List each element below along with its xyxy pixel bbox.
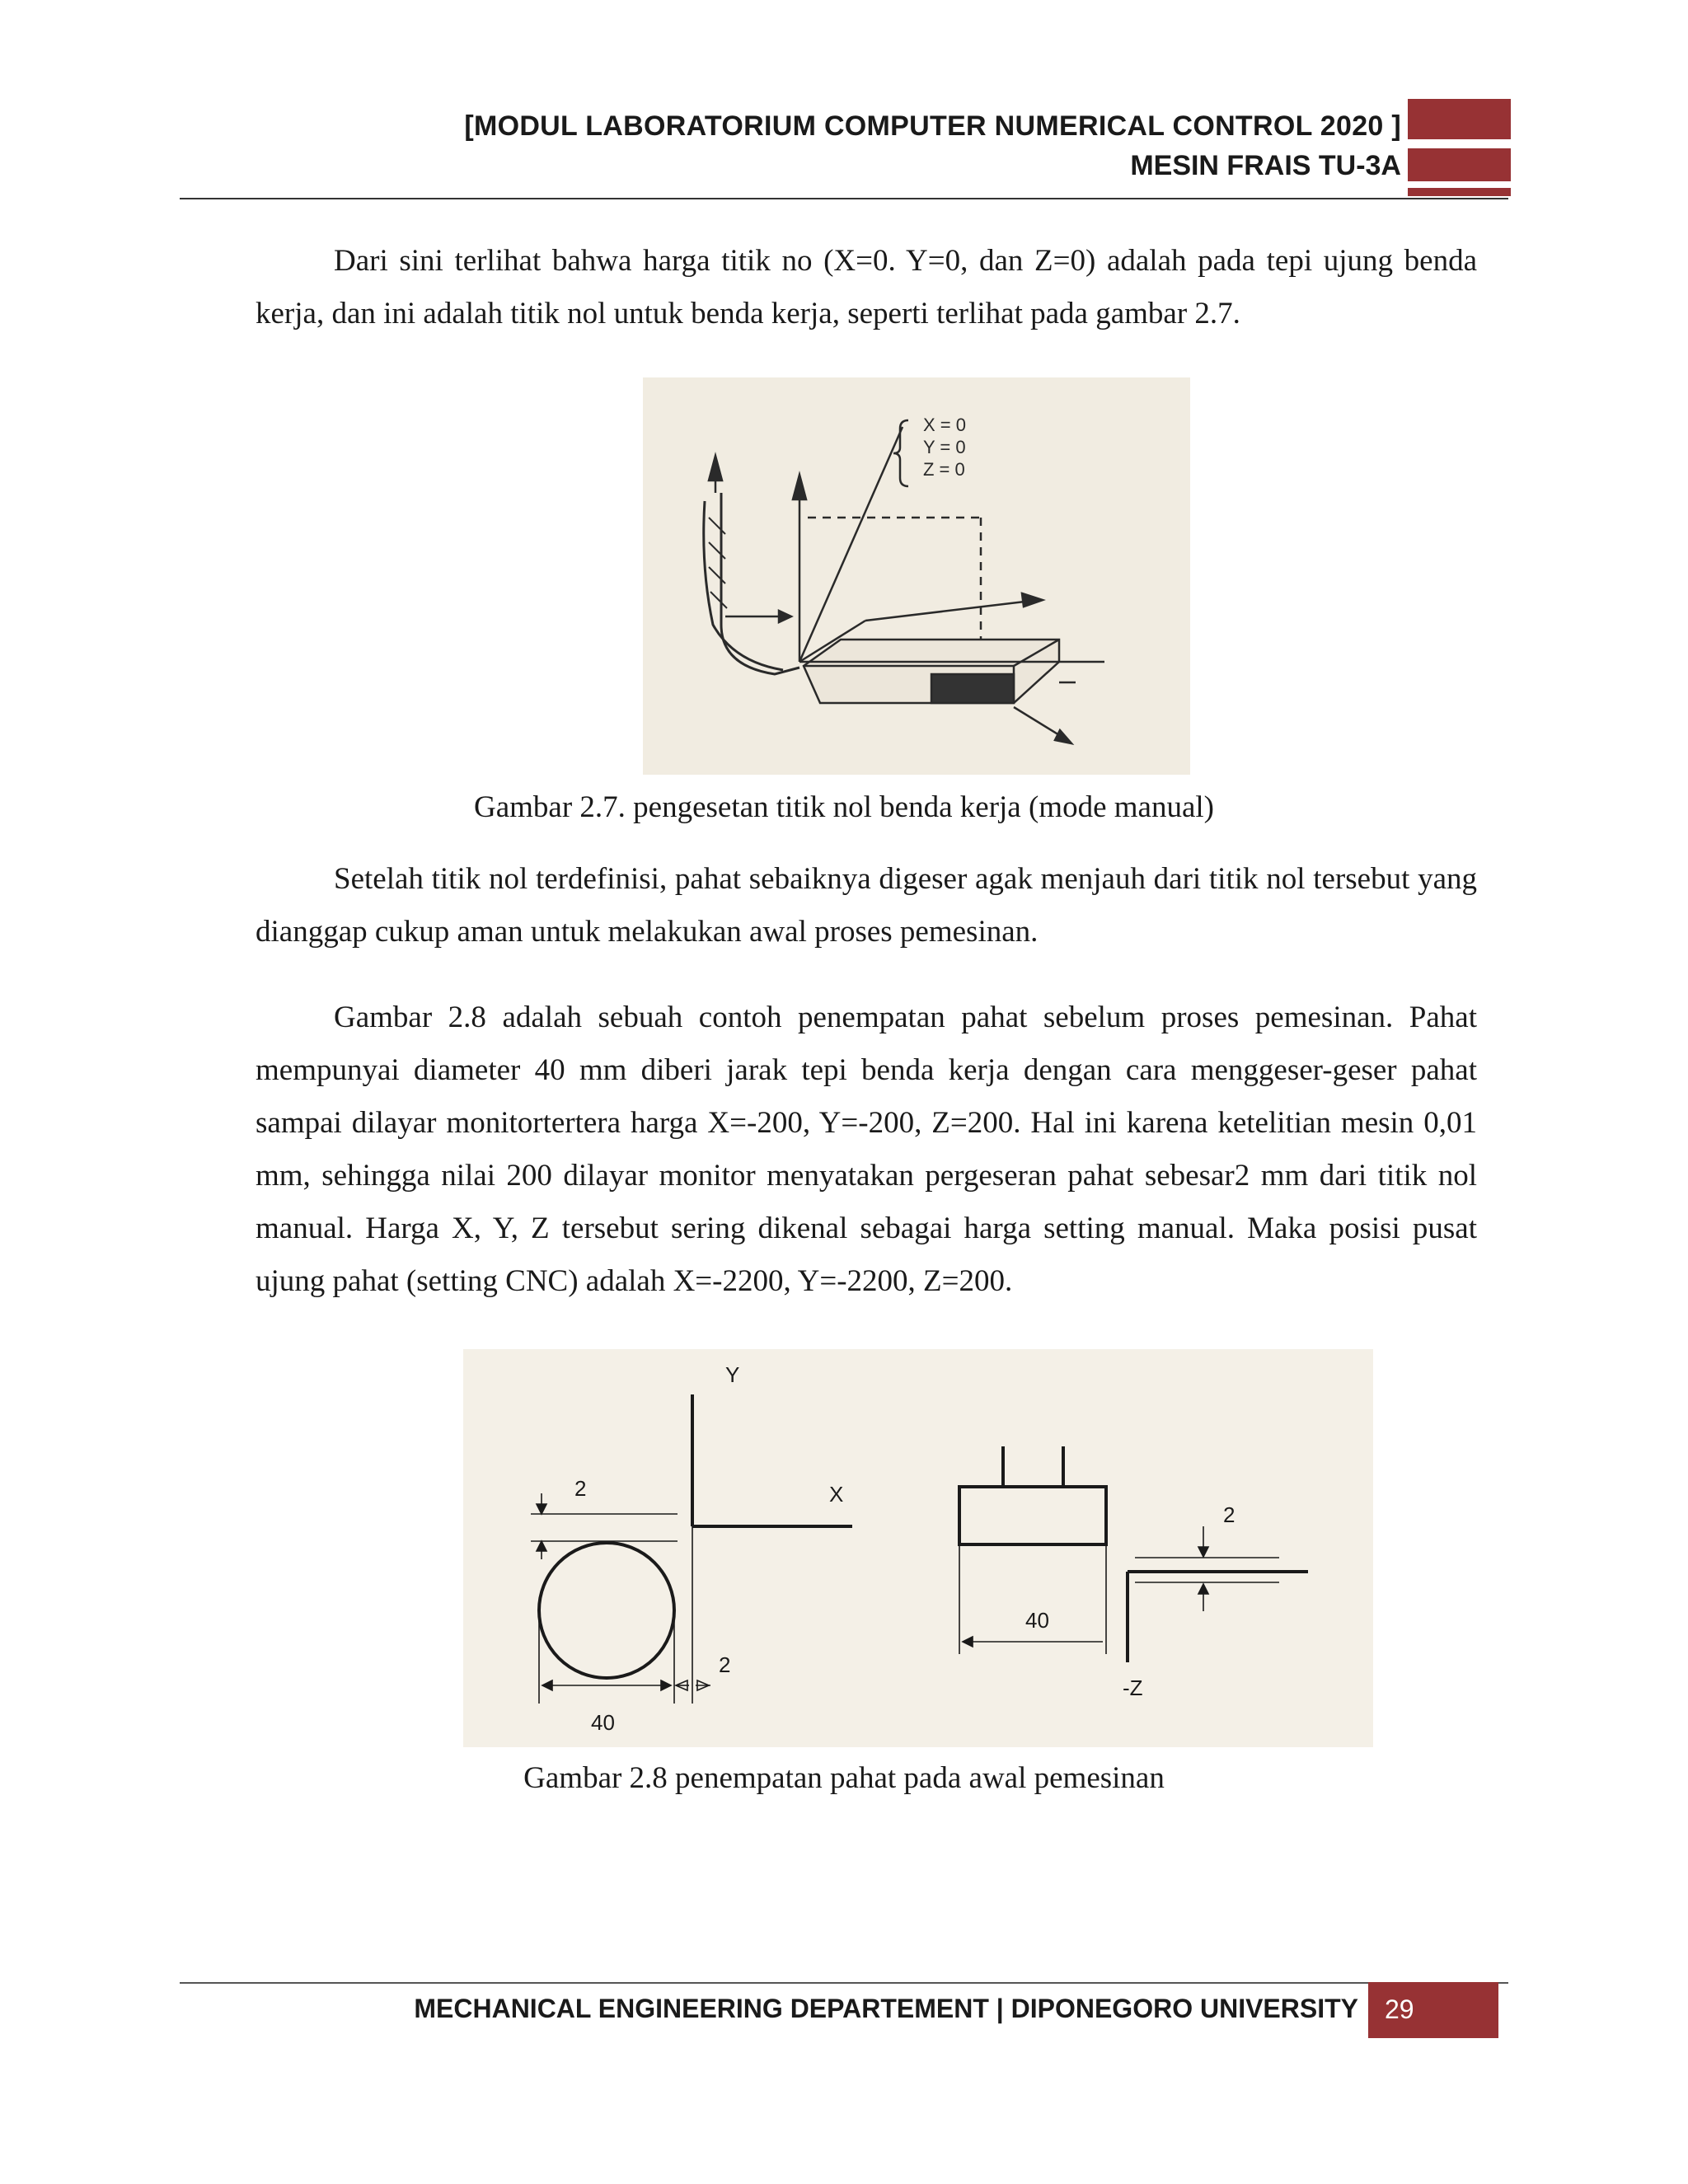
- fig2-dim-tool-width: 40: [1025, 1608, 1049, 1633]
- fig1-label-y: Y = 0: [923, 437, 966, 457]
- paragraph-3: [256, 991, 1477, 1308]
- fig2-dim-top: 2: [574, 1476, 587, 1501]
- paragraph-2: [256, 853, 1477, 958]
- fig1-label-z: Z = 0: [923, 459, 965, 480]
- header-accent-top: [1408, 99, 1511, 139]
- page-number: 29: [1368, 1982, 1498, 2038]
- figure-2-8: [463, 1349, 1373, 1747]
- figure-2-7: [643, 377, 1190, 775]
- fig2-dim-diameter: 40: [591, 1710, 615, 1735]
- paragraph-2-text: Setelah titik nol terdefinisi, pahat sebaiknya digeser agak menjauh dari titik nol tersebut yang dianggap cukup aman untuk melakukan awal proses pemesinan.: [256, 862, 1477, 949]
- figure-2-8-drawing: [463, 1349, 1373, 1747]
- paragraph-1-text: Dari sini terlihat bahwa harga titik no (X=0. Y=0, dan Z=0) adalah pada tepi ujung benda kerja, dan ini adalah titik nol untuk benda kerja, seperti terlihat pada gambar 2.7.: [256, 244, 1477, 330]
- header-title: [MODUL LABORATORIUM COMPUTER NUMERICAL CONTROL 2020 ]: [464, 110, 1401, 142]
- fig2-dim-z: 2: [1223, 1502, 1236, 1527]
- fig2-dim-side: 2: [719, 1652, 731, 1677]
- header-subtitle: MESIN FRAIS TU-3A: [1130, 150, 1401, 181]
- header-accent-bottom: [1408, 148, 1511, 181]
- figure-2-7-caption: Gambar 2.7. pengesetan titik nol benda kerja (mode manual): [474, 790, 1214, 824]
- footer-text: MECHANICAL ENGINEERING DEPARTEMENT | DIPONEGORO UNIVERSITY: [414, 1994, 1358, 2023]
- fig2-label-y: Y: [725, 1362, 740, 1387]
- figure-2-8-caption: Gambar 2.8 penempatan pahat pada awal pemesinan: [523, 1761, 1165, 1795]
- fig1-label-x: X = 0: [923, 415, 966, 435]
- paragraph-3-text: Gambar 2.8 adalah sebuah contoh penempatan pahat sebelum proses pemesinan. Pahat mempunyai diameter 40 mm diberi jarak tepi benda kerja dengan cara menggeser-geser pahat sampai dilayar monitortertera harga X=-200, Y=-200, Z=200. Hal ini karena ketelitian mesin 0,01 mm, sehingga nilai 200 dilayar monitor menyatakan pergeseran pahat sebesar2 mm dari titik nol manual. Harga X, Y, Z tersebut sering dikenal sebagai harga setting manual. Maka posisi pusat ujung pahat (setting CNC) adalah X=-2200, Y=-2200, Z=200.: [256, 1001, 1477, 1298]
- figure-2-7-drawing: [643, 377, 1190, 775]
- fig2-label-z: -Z: [1123, 1675, 1143, 1700]
- paragraph-1: [256, 235, 1477, 340]
- fig2-label-x: X: [829, 1482, 844, 1507]
- header-rule: [180, 198, 1508, 199]
- footer-rule: [180, 1982, 1508, 1984]
- header-accent-strip: [1408, 188, 1511, 196]
